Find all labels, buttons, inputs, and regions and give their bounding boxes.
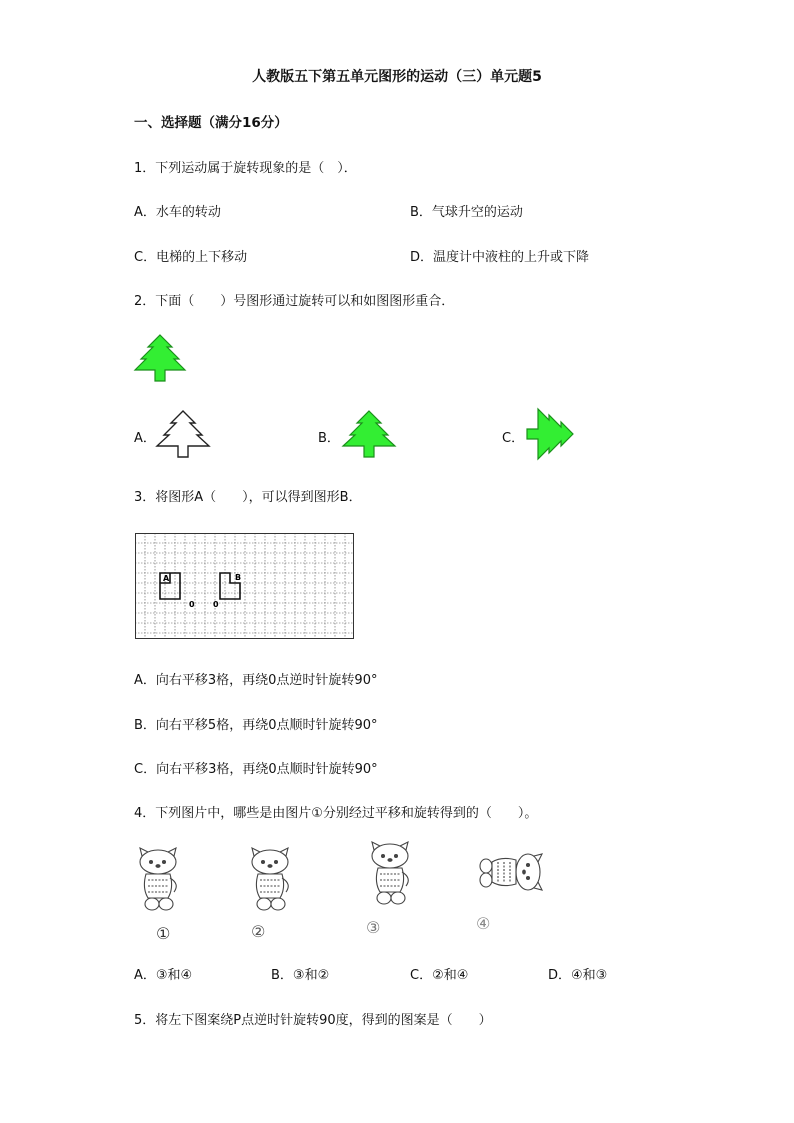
question-3-stem: 3．将图形A（ ），可以得到图形B．	[134, 490, 362, 505]
page-title: 人教版五下第五单元图形的运动（三）单元题5	[252, 69, 542, 85]
grid-label-b: B	[235, 573, 242, 582]
question-5-stem: 5．将左下图案绕P点逆时针旋转90度，得到的图案是（ ）	[134, 1013, 492, 1028]
q2-option-a-label[interactable]: A．	[134, 431, 156, 446]
q3-option-a[interactable]: A．向右平移3格，再绕0点逆时针旋转90°	[134, 673, 378, 688]
q2-option-c-figure[interactable]	[526, 408, 574, 460]
q3-grid-figure	[135, 533, 355, 640]
kitty-picture-2	[246, 846, 296, 914]
grid-label-a: A	[163, 574, 170, 583]
question-2-stem: 2．下面（ ）号图形通过旋转可以和如图图形重合．	[134, 294, 455, 309]
q1-option-b[interactable]: B．气球升空的运动	[410, 205, 523, 220]
q1-option-d[interactable]: D．温度计中液柱的上升或下降	[410, 250, 590, 265]
kitty-picture-4	[476, 848, 544, 898]
question-1-stem: 1．下列运动属于旋转现象的是（ ）．	[134, 161, 357, 176]
grid-label-o1: 0	[189, 600, 195, 609]
q4-option-a[interactable]: A．③和④	[134, 968, 193, 983]
picture-label-1: ①	[156, 924, 171, 943]
q2-option-b-figure[interactable]	[342, 410, 396, 458]
q4-option-d[interactable]: D．④和③	[548, 968, 608, 983]
reference-tree-figure	[134, 334, 186, 382]
picture-label-2: ②	[251, 922, 266, 941]
grid-label-o2: 0	[213, 600, 219, 609]
kitty-picture-1	[134, 846, 184, 914]
q3-option-b[interactable]: B．向右平移5格，再绕0点顺时针旋转90°	[134, 718, 378, 733]
q4-option-b[interactable]: B．③和②	[271, 968, 330, 983]
q1-option-c[interactable]: C．电梯的上下移动	[134, 250, 248, 265]
q2-option-c-label[interactable]: C．	[502, 431, 525, 446]
question-4-stem: 4．下列图片中，哪些是由图片①分别经过平移和旋转得到的（ ）。	[134, 806, 538, 821]
picture-label-4: ④	[476, 914, 491, 933]
picture-label-3: ③	[366, 918, 381, 937]
q3-option-c[interactable]: C．向右平移3格，再绕0点顺时针旋转90°	[134, 762, 378, 777]
q2-option-b-label[interactable]: B．	[318, 431, 340, 446]
kitty-picture-3	[366, 840, 416, 908]
q2-option-a-figure[interactable]	[156, 410, 210, 458]
q1-option-a[interactable]: A．水车的转动	[134, 205, 221, 220]
q4-option-c[interactable]: C．②和④	[410, 968, 469, 983]
section-heading: 一、选择题（满分16分）	[134, 115, 288, 131]
